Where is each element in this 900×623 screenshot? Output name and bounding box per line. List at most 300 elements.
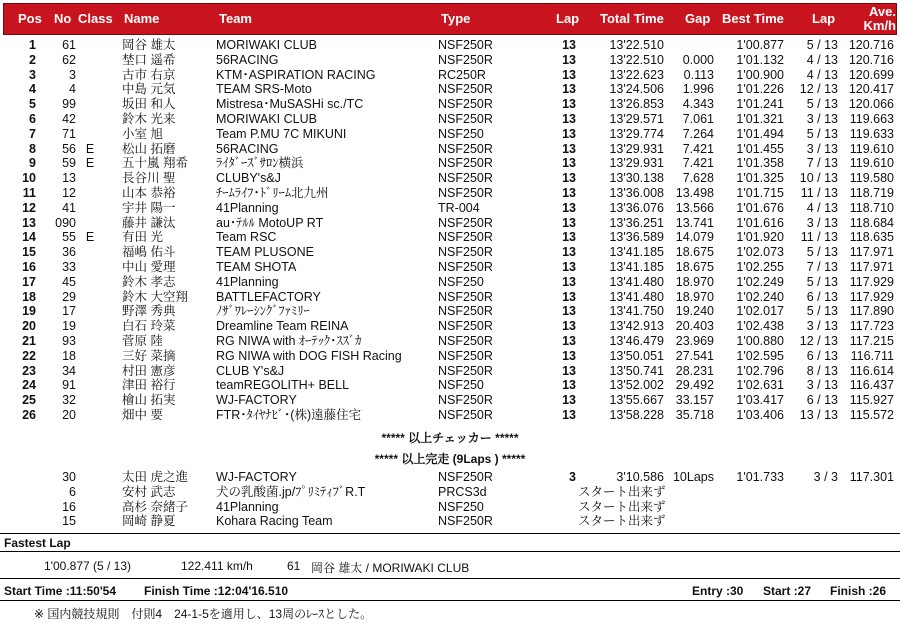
- cell-gap: 1.996: [682, 82, 714, 97]
- cell-rider-name: 中島 元気: [122, 82, 176, 97]
- cell-team: TEAM SRS-Moto: [216, 82, 312, 97]
- cell-laps: 13: [562, 38, 576, 52]
- cell-total-time: スタート出来ず: [578, 484, 666, 499]
- cell-laps: 13: [562, 82, 576, 97]
- cell-rider-name: 古市 右京: [122, 67, 176, 82]
- cell-machine: NSF250R: [438, 52, 493, 67]
- cell-best-lap: 3 / 13: [806, 141, 838, 156]
- cell-best-time: 1'02.631: [736, 378, 784, 393]
- cell-laps: 13: [562, 200, 576, 215]
- cell-laps: 13: [562, 67, 576, 82]
- cell-pos: 24: [22, 378, 36, 393]
- cell-machine: NSF250R: [438, 186, 493, 200]
- cell-total-time: 13'41.185: [609, 260, 664, 274]
- cell-pos: 1: [29, 38, 36, 52]
- cell-team: RG NIWA with ｵｰﾃｯｸ･ｽｽﾞｶ: [216, 334, 362, 348]
- cell-pos: 13: [22, 215, 36, 230]
- cell-best-time: 1'02.595: [736, 348, 784, 363]
- cell-best-lap: 4 / 13: [806, 52, 838, 67]
- cell-team: TEAM SHOTA: [216, 260, 297, 274]
- cell-number: 13: [62, 171, 76, 186]
- cell-best-time: 1'01.358: [736, 156, 784, 171]
- cell-best-lap: 4 / 13: [806, 67, 838, 82]
- cell-best-time: 1'00.900: [736, 67, 784, 82]
- cell-pos: 17: [22, 274, 36, 289]
- fastest-lap-label: Fastest Lap: [4, 536, 71, 550]
- cell-best-lap: 12 / 13: [799, 82, 838, 97]
- cell-team: TEAM PLUSONE: [216, 245, 314, 260]
- cell-total-time: スタート出来ず: [578, 499, 666, 514]
- cell-number: 4: [69, 82, 76, 97]
- cell-gap: 13.498: [675, 186, 714, 200]
- cell-machine: NSF250R: [438, 260, 493, 274]
- header-best-time: Best Time: [722, 11, 784, 26]
- cell-machine: NSF250R: [438, 215, 493, 230]
- cell-rider-name: 高杉 奈緒子: [122, 499, 188, 514]
- cell-team: RG NIWA with DOG FISH Racing: [216, 348, 402, 363]
- cell-total-time: 13'46.479: [609, 334, 664, 348]
- cell-machine: TR-004: [438, 200, 480, 215]
- cell-pos: 22: [22, 348, 36, 363]
- cell-laps: 13: [562, 334, 576, 348]
- cell-number: 59: [62, 156, 76, 171]
- table-row: [0, 470, 900, 485]
- cell-laps: 13: [562, 304, 576, 319]
- cell-gap: 29.492: [675, 378, 714, 393]
- cell-best-time: 1'02.073: [736, 245, 784, 260]
- cell-gap: 33.157: [675, 393, 714, 408]
- table-row: [0, 82, 900, 97]
- table-row: [0, 500, 900, 515]
- cell-average-speed: 117.971: [849, 260, 894, 274]
- cell-machine: NSF250R: [438, 112, 493, 126]
- table-row: [0, 38, 900, 53]
- cell-laps: 13: [562, 260, 576, 274]
- cell-total-time: 13'55.667: [609, 393, 664, 408]
- cell-machine: NSF250R: [438, 363, 493, 378]
- table-row: [0, 349, 900, 364]
- cell-pos: 21: [22, 334, 36, 348]
- cell-best-lap: 6 / 13: [806, 289, 838, 304]
- cell-best-time: 1'01.715: [736, 186, 784, 200]
- cell-pos: 2: [29, 52, 36, 67]
- finish-time: Finish Time :12:04'16.510: [144, 584, 289, 598]
- cell-number: 61: [62, 38, 76, 52]
- cell-total-time: 13'36.008: [609, 186, 664, 200]
- entry-count: Entry :30: [692, 584, 744, 598]
- table-row: [0, 97, 900, 112]
- cell-pos: 7: [29, 126, 36, 141]
- cell-best-time: 1'02.017: [736, 304, 784, 319]
- cell-gap: 7.421: [682, 156, 714, 171]
- cell-laps: 13: [562, 245, 576, 260]
- cell-rider-name: 太田 虎之進: [122, 470, 188, 484]
- finish-note: ***** 以上完走 (9Laps ) *****: [374, 452, 526, 466]
- cell-pos: 18: [22, 289, 36, 304]
- cell-number: 33: [62, 260, 76, 274]
- cell-best-lap: 3 / 13: [806, 112, 838, 126]
- cell-best-lap: 3 / 13: [806, 319, 838, 334]
- cell-team: 41Planning: [216, 499, 279, 514]
- cell-gap: 13.566: [675, 200, 714, 215]
- fastest-lap-speed: 122.411 km/h: [181, 559, 253, 573]
- cell-best-lap: 3 / 13: [806, 215, 838, 230]
- cell-number: 18: [62, 348, 76, 363]
- cell-average-speed: 120.716: [848, 38, 894, 52]
- cell-number: 34: [62, 363, 76, 378]
- cell-average-speed: 119.633: [849, 126, 894, 141]
- checker-note: ***** 以上チェッカー *****: [381, 431, 519, 445]
- cell-laps: 13: [562, 230, 576, 245]
- table-row: [0, 378, 900, 393]
- cell-machine: NSF250R: [438, 393, 493, 408]
- cell-best-lap: 6 / 13: [806, 393, 838, 408]
- cell-number: 41: [62, 200, 76, 215]
- cell-pos: 3: [29, 67, 36, 82]
- header-gap: Gap: [685, 11, 711, 26]
- cell-average-speed: 119.610: [849, 141, 894, 156]
- cell-number: 56: [62, 141, 76, 156]
- cell-total-time: 13'36.589: [609, 230, 664, 245]
- cell-best-time: 1'01.920: [736, 230, 784, 245]
- cell-rider-name: 檜山 拓実: [122, 393, 176, 408]
- cell-number: 15: [62, 514, 76, 529]
- cell-class: E: [85, 141, 95, 156]
- cell-gap: 7.421: [682, 141, 714, 156]
- cell-average-speed: 116.437: [849, 378, 894, 393]
- cell-best-time: 1'00.880: [736, 334, 784, 348]
- cell-rider-name: 村田 憲彦: [122, 363, 176, 378]
- cell-average-speed: 117.723: [849, 319, 894, 334]
- cell-best-time: 1'01.321: [736, 112, 784, 126]
- divider: [0, 600, 900, 601]
- cell-laps: 13: [562, 112, 576, 126]
- cell-average-speed: 116.614: [849, 363, 894, 378]
- cell-best-time: 1'01.733: [736, 470, 784, 484]
- cell-machine: PRCS3d: [438, 484, 487, 499]
- cell-laps: 13: [562, 215, 576, 230]
- cell-pos: 23: [22, 363, 36, 378]
- cell-laps: 13: [562, 171, 576, 186]
- cell-best-lap: 5 / 13: [806, 274, 838, 289]
- cell-total-time: 13'29.931: [609, 156, 664, 171]
- cell-number: 71: [62, 126, 76, 141]
- cell-best-lap: 13 / 13: [799, 408, 838, 422]
- cell-gap: 18.970: [675, 289, 714, 304]
- cell-best-time: 1'01.494: [736, 126, 784, 141]
- table-row: [0, 304, 900, 319]
- cell-number: 32: [62, 393, 76, 408]
- cell-team: Mistresa･MuSASHi sc./TC: [216, 97, 364, 112]
- cell-rider-name: 松山 拓磨: [122, 141, 176, 156]
- cell-laps: 13: [562, 363, 576, 378]
- cell-best-lap: 10 / 13: [799, 171, 838, 186]
- table-row: [0, 485, 900, 500]
- cell-machine: NSF250R: [438, 304, 493, 319]
- cell-best-lap: 5 / 13: [806, 245, 838, 260]
- cell-total-time: 13'30.138: [609, 171, 664, 186]
- cell-team: MORIWAKI CLUB: [216, 38, 317, 52]
- cell-laps: 13: [562, 289, 576, 304]
- header-name: Name: [124, 11, 160, 26]
- cell-best-lap: 6 / 13: [806, 348, 838, 363]
- table-row: [0, 364, 900, 379]
- cell-team: MORIWAKI CLUB: [216, 112, 317, 126]
- cell-best-time: 1'01.226: [736, 82, 784, 97]
- start-time: Start Time :11:50'54: [4, 584, 117, 598]
- cell-machine: NSF250R: [438, 156, 493, 171]
- cell-machine: NSF250R: [438, 141, 493, 156]
- cell-pos: 16: [22, 260, 36, 274]
- cell-number: 62: [62, 52, 76, 67]
- cell-number: 42: [62, 112, 76, 126]
- cell-rider-name: 藤井 謙汰: [122, 215, 176, 230]
- cell-rider-name: 津田 裕行: [122, 378, 176, 393]
- cell-total-time: 13'22.510: [609, 38, 664, 52]
- cell-total-time: 13'50.051: [609, 348, 664, 363]
- cell-rider-name: 白石 玲菜: [122, 319, 176, 334]
- cell-machine: NSF250R: [438, 470, 493, 484]
- table-row: [0, 393, 900, 408]
- cell-number: 29: [62, 289, 76, 304]
- table-row: [0, 112, 900, 127]
- cell-best-lap: 11 / 13: [800, 230, 838, 245]
- header-lap: Lap: [556, 11, 580, 26]
- cell-average-speed: 118.684: [849, 215, 894, 230]
- cell-rider-name: 中山 愛理: [122, 260, 176, 274]
- cell-gap: 4.343: [682, 97, 714, 112]
- cell-average-speed: 120.417: [848, 82, 894, 97]
- table-row: [0, 186, 900, 201]
- results-header: [3, 3, 897, 35]
- cell-gap: 0.000: [682, 52, 714, 67]
- cell-best-lap: 4 / 13: [806, 200, 838, 215]
- table-row: [0, 334, 900, 349]
- cell-number: 16: [62, 499, 76, 514]
- cell-best-time: 1'02.249: [736, 274, 784, 289]
- table-row: [0, 171, 900, 186]
- cell-team: WJ-FACTORY: [216, 470, 297, 484]
- cell-pos: 8: [29, 141, 36, 156]
- cell-laps: 13: [562, 274, 576, 289]
- cell-machine: NSF250R: [438, 171, 493, 186]
- cell-average-speed: 120.066: [848, 97, 894, 112]
- cell-number: 30: [62, 470, 76, 484]
- cell-team: Dreamline Team REINA: [216, 319, 349, 334]
- header-ave-line2: Km/h: [863, 18, 896, 33]
- cell-number: 93: [62, 334, 76, 348]
- table-row: [0, 319, 900, 334]
- fastest-lap-rider: 岡谷 雄太 / MORIWAKI CLUB: [311, 561, 470, 575]
- cell-laps: 13: [562, 141, 576, 156]
- cell-gap: 7.628: [682, 171, 714, 186]
- header-pos: Pos: [18, 11, 42, 26]
- cell-number: 090: [55, 215, 76, 230]
- cell-gap: 18.970: [675, 274, 714, 289]
- cell-rider-name: 岡崎 静夏: [122, 514, 176, 529]
- table-row: [0, 53, 900, 68]
- cell-machine: NSF250R: [438, 334, 493, 348]
- table-row: [0, 514, 900, 529]
- cell-machine: NSF250R: [438, 319, 493, 334]
- cell-rider-name: 山本 恭裕: [122, 186, 176, 200]
- regulation-remark: ※ 国内競技規則 付則4 24-1-5を適用し、13周のﾚｰｽとした。: [34, 607, 373, 621]
- table-row: [0, 260, 900, 275]
- cell-best-lap: 3 / 3: [813, 470, 838, 484]
- header-class: Class: [78, 11, 113, 26]
- fastest-lap-time: 1'00.877 (5 / 13): [44, 559, 132, 573]
- cell-pos: 20: [22, 319, 36, 334]
- cell-rider-name: 坂田 和人: [122, 97, 176, 112]
- cell-team: Team P.MU 7C MIKUNI: [216, 126, 347, 141]
- cell-laps: 13: [562, 186, 576, 200]
- table-row: [0, 245, 900, 260]
- cell-laps: 13: [562, 97, 576, 112]
- table-row: [0, 127, 900, 142]
- cell-total-time: 13'29.931: [609, 141, 664, 156]
- cell-pos: 25: [22, 393, 36, 408]
- cell-number: 91: [62, 378, 76, 393]
- table-row: [0, 201, 900, 216]
- cell-machine: NSF250R: [438, 230, 493, 245]
- cell-number: 55: [62, 230, 76, 245]
- header-no: No: [54, 11, 72, 26]
- cell-pos: 6: [29, 112, 36, 126]
- cell-gap: 23.969: [675, 334, 714, 348]
- cell-team: ﾁｰﾑﾗｲﾌ･ﾄﾞﾘｰﾑ北九州: [216, 186, 329, 200]
- cell-best-time: 1'03.406: [736, 408, 784, 422]
- cell-rider-name: 長谷川 聖: [122, 171, 176, 186]
- cell-average-speed: 119.663: [849, 112, 894, 126]
- cell-team: WJ-FACTORY: [216, 393, 297, 408]
- header-total-time: Total Time: [600, 11, 664, 26]
- fastest-lap-number: 61: [287, 559, 301, 573]
- divider: [0, 533, 900, 534]
- table-row: [0, 290, 900, 305]
- cell-number: 3: [69, 67, 76, 82]
- cell-team: KTM･ASPIRATION RACING: [216, 67, 376, 82]
- cell-rider-name: 鈴木 光来: [122, 112, 176, 126]
- cell-best-time: 1'02.796: [736, 363, 784, 378]
- cell-machine: NSF250: [438, 126, 484, 141]
- cell-team: FTR･ﾀｲﾔﾅﾋﾞ･(株)遠藤住宅: [216, 408, 362, 422]
- cell-average-speed: 117.215: [849, 334, 894, 348]
- cell-best-time: 1'01.676: [736, 200, 784, 215]
- cell-team: 41Planning: [216, 200, 279, 215]
- cell-gap: 28.231: [675, 363, 714, 378]
- cell-gap: 18.675: [675, 260, 714, 274]
- cell-team: CLUBY's&J: [216, 171, 281, 186]
- cell-pos: 9: [29, 156, 36, 171]
- cell-rider-name: 安村 武志: [122, 484, 176, 499]
- cell-rider-name: 宇井 陽一: [122, 200, 176, 215]
- header-team: Team: [219, 11, 252, 26]
- cell-rider-name: 岡谷 雄太: [122, 38, 176, 52]
- cell-average-speed: 120.716: [848, 52, 894, 67]
- cell-total-time: 13'29.774: [609, 126, 664, 141]
- table-row: [0, 216, 900, 231]
- cell-machine: NSF250R: [438, 97, 493, 112]
- cell-total-time: 13'58.228: [609, 408, 664, 422]
- table-row: [0, 68, 900, 83]
- cell-laps: 3: [569, 470, 576, 484]
- cell-total-time: 13'41.750: [609, 304, 664, 319]
- cell-best-time: 1'01.616: [736, 215, 784, 230]
- cell-rider-name: 菅原 陸: [122, 334, 163, 348]
- cell-gap: 10Laps: [672, 470, 714, 484]
- cell-team: Kohara Racing Team: [216, 514, 333, 529]
- divider: [0, 551, 900, 552]
- cell-average-speed: 116.711: [850, 348, 894, 363]
- cell-rider-name: 三好 菜摘: [122, 348, 176, 363]
- cell-rider-name: 鈴木 孝志: [122, 274, 176, 289]
- cell-total-time: 13'41.185: [609, 245, 664, 260]
- cell-best-time: 1'02.240: [736, 289, 784, 304]
- cell-best-time: 1'01.132: [736, 52, 784, 67]
- cell-machine: NSF250R: [438, 289, 493, 304]
- cell-best-lap: 7 / 13: [806, 260, 838, 274]
- cell-pos: 12: [22, 200, 36, 215]
- cell-pos: 11: [22, 186, 36, 200]
- cell-number: 6: [69, 484, 76, 499]
- cell-machine: NSF250R: [438, 82, 493, 97]
- cell-best-time: 1'01.455: [736, 141, 784, 156]
- cell-machine: NSF250R: [438, 245, 493, 260]
- cell-best-time: 1'01.325: [736, 171, 784, 186]
- cell-rider-name: 福嶋 佑斗: [122, 245, 176, 260]
- table-row: [0, 275, 900, 290]
- cell-average-speed: 115.572: [849, 408, 894, 422]
- cell-average-speed: 120.699: [848, 67, 894, 82]
- cell-laps: 13: [562, 378, 576, 393]
- cell-laps: 13: [562, 52, 576, 67]
- cell-laps: 13: [562, 156, 576, 171]
- cell-total-time: 13'52.002: [609, 378, 664, 393]
- start-count: Start :27: [763, 584, 812, 598]
- cell-rider-name: 埜口 遥希: [122, 52, 176, 67]
- cell-pos: 15: [22, 245, 36, 260]
- cell-number: 19: [62, 319, 76, 334]
- cell-gap: 0.113: [683, 67, 714, 82]
- cell-best-lap: 7 / 13: [806, 156, 838, 171]
- cell-average-speed: 118.635: [849, 230, 894, 245]
- cell-number: 36: [62, 245, 76, 260]
- cell-machine: RC250R: [438, 67, 486, 82]
- header-best-lap: Lap: [812, 11, 836, 26]
- cell-number: 45: [62, 274, 76, 289]
- cell-best-lap: 5 / 13: [806, 38, 838, 52]
- cell-gap: 20.403: [675, 319, 714, 334]
- cell-total-time: スタート出来ず: [578, 514, 666, 529]
- cell-best-lap: 5 / 13: [806, 97, 838, 112]
- cell-team: teamREGOLITH+ BELL: [216, 378, 350, 393]
- cell-total-time: 3'10.586: [616, 470, 664, 484]
- cell-class: E: [85, 230, 95, 245]
- cell-team: 41Planning: [216, 274, 279, 289]
- cell-machine: NSF250: [438, 274, 484, 289]
- table-row: [0, 156, 900, 171]
- cell-rider-name: 五十嵐 翔希: [122, 156, 188, 171]
- cell-best-lap: 3 / 13: [806, 378, 838, 393]
- cell-team: 56RACING: [216, 141, 279, 156]
- cell-average-speed: 117.301: [849, 470, 894, 484]
- cell-total-time: 13'22.510: [609, 52, 664, 67]
- cell-team: au･ﾃﾙﾙ MotoUP RT: [216, 215, 324, 230]
- table-row: [0, 408, 900, 423]
- cell-machine: NSF250R: [438, 348, 493, 363]
- cell-best-lap: 5 / 13: [806, 304, 838, 319]
- cell-best-time: 1'03.417: [736, 393, 784, 408]
